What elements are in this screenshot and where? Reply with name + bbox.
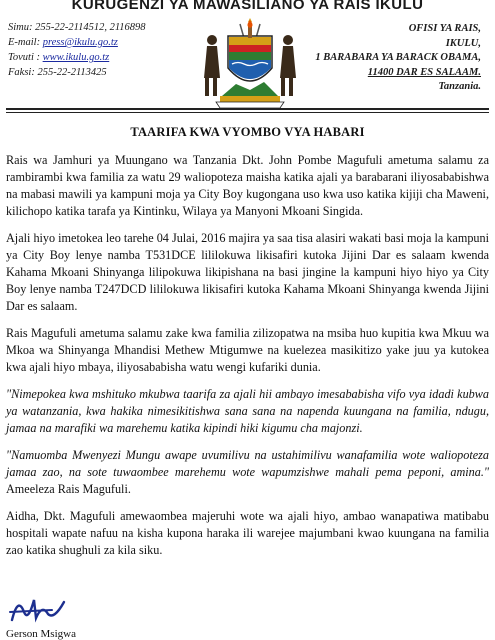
fax-line: Faksi: 255-22-2113425	[8, 67, 107, 78]
address-line-4: 11400 DAR ES SALAAM.	[367, 66, 481, 78]
phone-line: Simu: 255-22-2114512, 2116898	[8, 22, 146, 33]
email-label: E-mail:	[8, 37, 43, 48]
signer-name: Gerson Msigwa	[6, 628, 76, 640]
address-line-2: IKULU,	[445, 37, 481, 49]
website-label: Tovuti :	[8, 52, 43, 63]
quote-paragraph-1: "Nimepokea kwa mshituko mkubwa taarifa za ajali hii ambayo imesababisha vifo vya idadi kubwa ya watanzania, kwa hakika nimesikitishwa sana sana na napenda kuungana na familia, ndugu, jamaa na marafiki wa marehemu katika kipindi hiki kigumu cha majonzi.	[6, 387, 489, 435]
email-link[interactable]: press@ikulu.go.tz	[42, 37, 118, 48]
quote-2-text: "Namuomba Mwenyezi Mungu awape uvumilivu na ustahimilivu wanafamilia wote waliopoteza jamaa zao, na sote tuwaombee marehemu wote wapumzishwe mahali pema peponi, amina."	[6, 448, 489, 479]
paragraph-4: Aidha, Dkt. Magufuli amewaombea majeruhi wote wa ajali hiyo, ambao wanapatiwa matibabu hospitali wapate nafuu na kisha kupona haraka ili warejee majumbani kwao kuungana na familia zao katika shughuli za kila siku.	[6, 509, 489, 557]
contact-block	[8, 20, 146, 80]
handwritten-signature	[8, 590, 68, 630]
website-line	[8, 50, 146, 65]
website-link[interactable]: www.ikulu.go.tz	[42, 52, 110, 63]
paragraph-1: Rais wa Jamhuri ya Muungano wa Tanzania Dkt. John Pombe Magufuli ametuma salamu za rambirambi kwa familia za watu 29 waliopoteza maisha katika ajali ya barabarani iliyosababishwa na mabasi mawili ya kampuni moja ya City Boy kugongana uso kwa uso katika kijiji cha Maweni, kilichopo katika tarafa ya Kintinku, Wilaya ya Manyoni Mkoani Singida.	[6, 153, 489, 218]
quote-2-attribution: Ameeleza Rais Magufuli.	[6, 482, 131, 496]
document-body	[6, 152, 489, 569]
address-line-1: OFISI YA RAIS,	[408, 23, 481, 34]
office-header-title: KURUGENZI YA MAWASILIANO YA RAIS IKULU	[71, 0, 424, 10]
header-rule-thin	[6, 112, 489, 113]
office-address	[315, 22, 481, 95]
coat-of-arms-icon	[198, 18, 302, 110]
header-rule-thick	[6, 108, 489, 110]
quote-paragraph-2	[6, 447, 489, 498]
paragraph-3: Rais Magufuli ametuma salamu zake kwa familia zilizopatwa na msiba huo kupitia kwa Mkuu wa Mkoa wa Shinyanga Mhandisi Methew Mtigumwe na kuelezea masikitizo yake juu ya kutokea kwa ajali hiyo mbaya, iliyosababisha watu wengi kufariki dunia.	[6, 326, 489, 374]
document-title: TAARIFA KWA VYOMBO VYA HABARI	[130, 125, 365, 139]
paragraph-2: Ajali hiyo imetokea leo tarehe 04 Julai, 2016 majira ya saa tisa alasiri wakati basi moja la kampuni ya City Boy lenye namba T531DCE lililokuwa likisafiri kutoka Jijini Dar es salaam kwenda Kahama Mkoani Shinyanga lilipokuwa likipishana na basi jingine la kampuni hiyo hiyo ya City Boy lenye namba T247DCD lililokuwa likisafiri kutoka Kahama Mkoani Shinyanga kwenda Jijini Dar es salaam.	[6, 231, 489, 313]
address-line-5: Tanzania.	[438, 81, 481, 92]
email-line	[8, 35, 146, 50]
address-line-3: 1 BARABARA YA BARACK OBAMA,	[315, 52, 481, 63]
